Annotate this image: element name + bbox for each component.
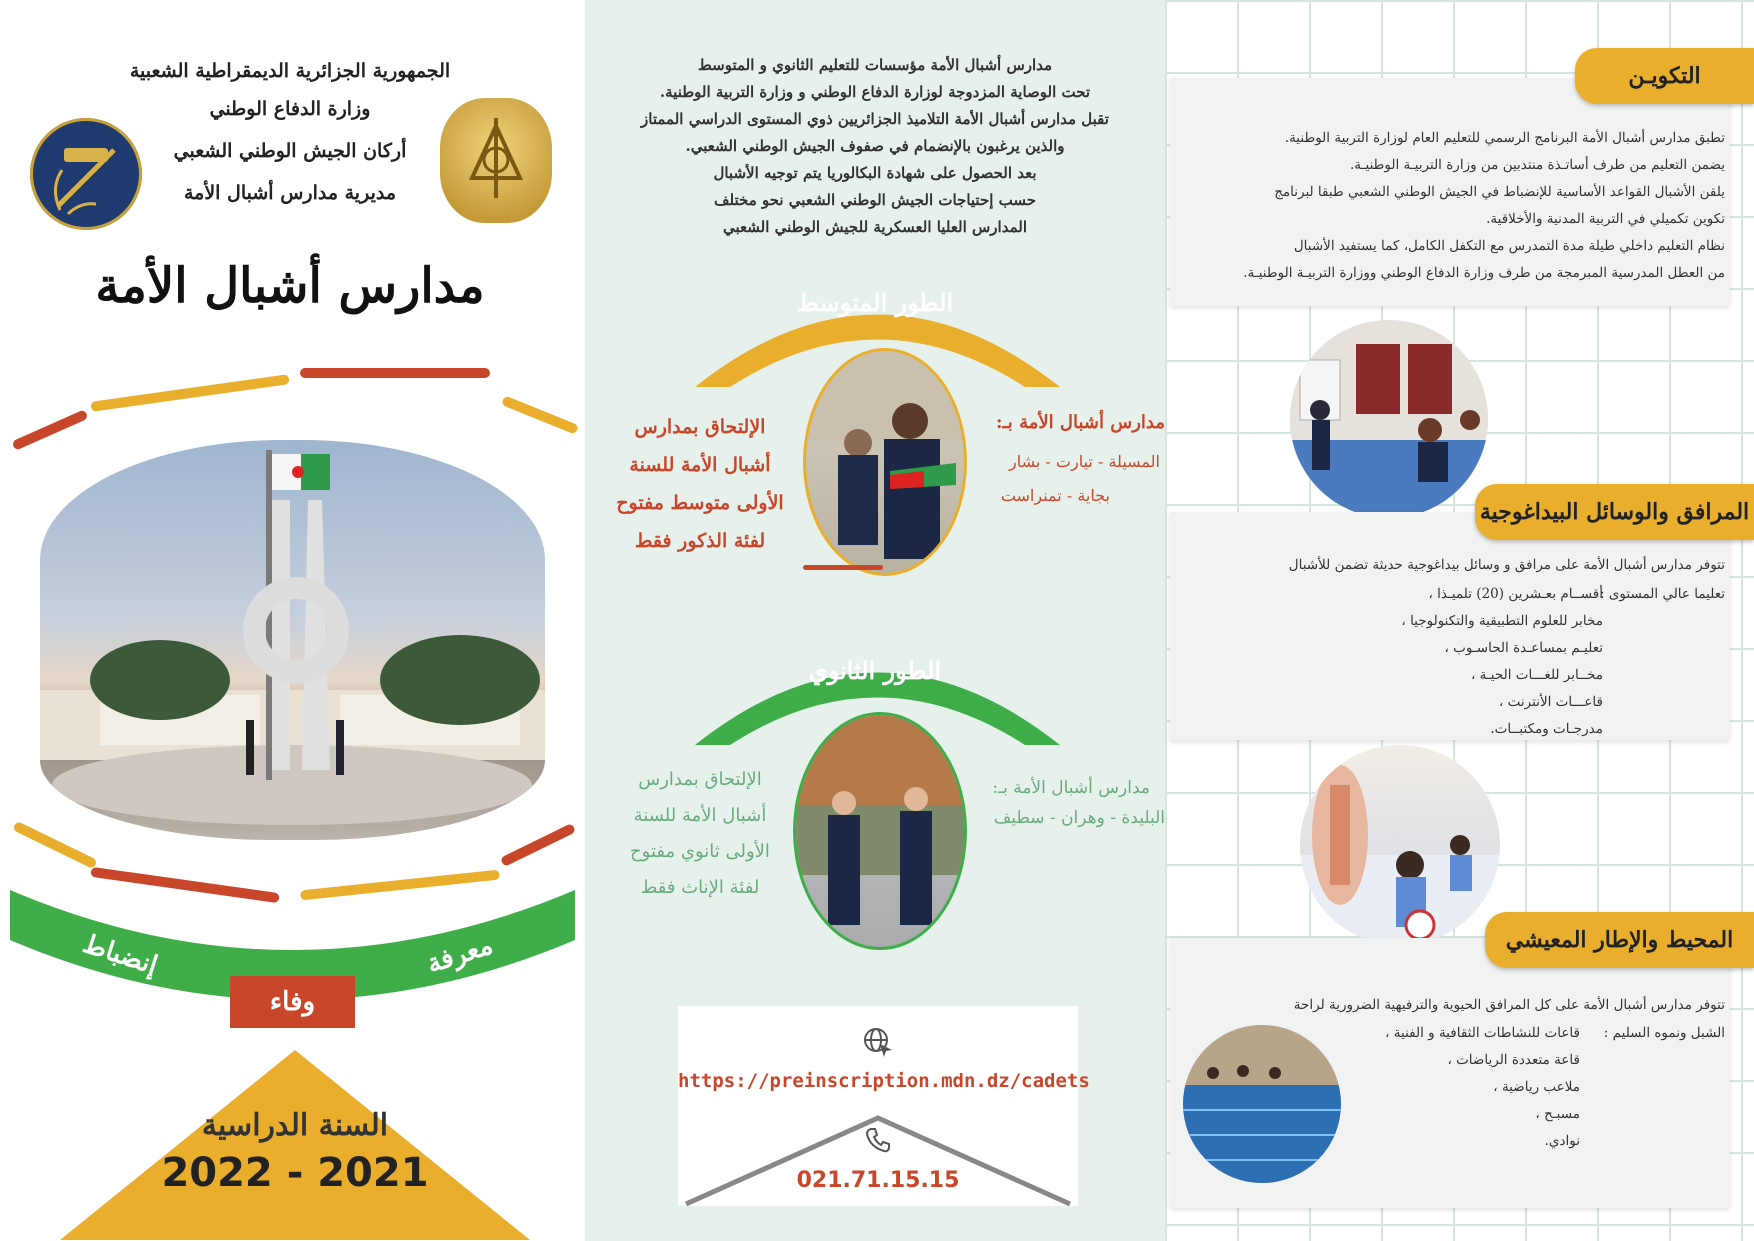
intro-text	[605, 52, 1145, 241]
army-staff-name: أركان الجيش الوطني الشعبي	[173, 140, 407, 162]
training-line: يضمن التعليم من طرف أساتـذة منتدبين من وزارة التربيـة الوطنيـة.	[1350, 157, 1725, 173]
intro-line: حسب إحتياجات الجيش الوطني الشعبي نحو مختلف	[714, 191, 1036, 209]
middle-admission-line: أشبال الأمة للسنة	[629, 454, 771, 476]
registration-link[interactable]: https://preinscription.mdn.dz/cadets	[678, 1070, 1090, 1092]
training-tab	[1575, 48, 1754, 104]
value-knowledge: معرفة	[423, 930, 497, 980]
cadets-emblem-icon	[30, 118, 142, 230]
environment-item: نوادي.	[1544, 1133, 1580, 1149]
ministry-name: وزارة الدفاع الوطني	[209, 98, 371, 120]
environment-title: المحيط والإطار المعيشي	[1505, 927, 1734, 953]
middle-stage-photo	[803, 348, 967, 576]
arc-segment-orange	[90, 374, 289, 412]
phone-icon	[864, 1126, 892, 1154]
secondary-admission-line: الإلتحاق بمدارس	[638, 769, 762, 790]
facility-item: تعليـم بمساعـدة الحاسـوب ،	[1444, 640, 1603, 656]
training-text	[1185, 125, 1725, 287]
info-panel	[1165, 0, 1754, 1241]
secondary-stage-photo	[793, 712, 967, 950]
training-title: التكويـن	[1628, 63, 1701, 89]
phone-number[interactable]: 021.71.15.15	[796, 1168, 960, 1193]
secondary-schools-line1: البليدة - وهران - سطيف	[993, 808, 1165, 828]
middle-admission-line: لفئة الذكور فقط	[634, 530, 766, 552]
intro-line: بعد الحصول على شهادة البكالوريا يتم توجيه الأشبال	[713, 164, 1037, 182]
intro-line: تحت الوصاية المزدوجة لوزارة الدفاع الوطني و وزارة التربية الوطنية.	[659, 83, 1091, 101]
year-triangle	[60, 1050, 530, 1240]
intro-line: تقبل مدارس أشبال الأمة التلاميذ الجزائريين ذوي المستوى الدراسي الممتاز	[641, 110, 1109, 128]
arc-segment-orange-right	[501, 395, 579, 434]
facility-item: مدرجـات ومكتبــات.	[1490, 721, 1603, 737]
environment-item: قاعة متعددة الرياضات ،	[1447, 1052, 1580, 1068]
facilities-tab	[1475, 484, 1754, 540]
value-loyalty: وفاء	[230, 976, 355, 1028]
army-emblem-icon	[440, 98, 552, 223]
intro-line: والذين يرغبون بالإنضمام في صفوف الجيش الوطني الشعبي.	[685, 137, 1065, 155]
environment-tab	[1485, 912, 1754, 968]
stages-panel	[585, 0, 1165, 1241]
middle-stage-title: الطور المتوسط	[796, 288, 954, 317]
value-discipline: إنضباط	[78, 928, 162, 982]
secondary-admission-line: أشبال الأمة للسنة	[633, 805, 767, 826]
environment-item: ملاعب رياضية ،	[1493, 1079, 1580, 1095]
training-line: تطبق مدارس أشبال الأمة البرنامج الرسمي للتعليم العام لوزارة التربية الوطنية.	[1284, 130, 1725, 146]
facilities-title: المرافق والوسائل البيداغوجية	[1479, 499, 1750, 525]
cover-panel	[0, 0, 585, 1241]
facilities-intro2: تعليما عالي المستوى :	[1599, 586, 1725, 602]
middle-admission	[605, 408, 795, 560]
facility-item: قاعـــات الأنترنت ،	[1499, 694, 1603, 710]
training-line: يلقن الأشبال القواعد الأساسية للإنضباط في الجيش الوطني الشعبي طبقا لبرنامج	[1274, 184, 1725, 200]
environment-intro2: الشبل ونموه السليم :	[1603, 1025, 1725, 1041]
intro-line: المدارس العليا العسكرية للجيش الوطني الشعبي	[723, 218, 1027, 236]
academic-year: 2022 - 2021	[161, 1150, 429, 1196]
secondary-admission-line: لفئة الإناث فقط	[640, 877, 760, 898]
republic-name: الجمهورية الجزائرية الديمقراطية الشعبية	[129, 60, 451, 82]
directorate-name: مديرية مدارس أشبال الأمة	[183, 182, 397, 204]
secondary-schools-label: مدارس أشبال الأمة بـ:	[992, 778, 1150, 798]
environment-item: مسبـح ،	[1535, 1106, 1580, 1122]
arc-segment-red	[300, 368, 490, 378]
environment-intro1: تتوفر مدارس أشبال الأمة على كل المرافق الحيوية والترفيهية الضرورية لراحة	[1293, 997, 1725, 1013]
laboratory-photo	[1300, 745, 1500, 945]
secondary-admission-line: الأولى ثانوي مفتوح	[630, 841, 770, 862]
contact-card	[678, 1006, 1090, 1206]
facility-item: مخــابر للغـــات الحيـة ،	[1470, 667, 1603, 683]
photo-underline	[803, 565, 883, 570]
secondary-stage-title: الطور الثانوي	[808, 656, 942, 685]
middle-admission-line: الإلتحاق بمدارس	[634, 416, 766, 438]
cover-title: مدارس أشبال الأمة	[95, 258, 485, 314]
facility-item: مخابر للعلوم التطبيقية والتكنولوجيا ،	[1401, 613, 1603, 629]
classroom-photo	[1290, 320, 1488, 518]
year-label: السنة الدراسية	[201, 1108, 389, 1143]
environment-list	[1325, 1020, 1580, 1155]
monument-photo	[40, 440, 545, 840]
middle-schools-line1: المسيلة - تيارت - بشار	[1009, 452, 1160, 471]
secondary-admission	[605, 762, 795, 906]
facilities-intro1: تتوفر مدارس أشبال الأمة على مرافق و وسائل بيداغوجية حديثة تضمن للأشبال	[1288, 557, 1725, 573]
environment-item: قاعات للنشاطات الثقافية و الفنية ،	[1385, 1025, 1580, 1041]
training-line: تكوين تكميلي في التربية المدنية والأخلاقية.	[1486, 211, 1725, 227]
pool-photo	[1183, 1025, 1341, 1183]
intro-line: مدارس أشبال الأمة مؤسسات للتعليم الثانوي و المتوسط	[697, 56, 1053, 74]
middle-admission-line: الأولى متوسط مفتوح	[616, 492, 784, 514]
training-line: من العطل المدرسية المبرمجة من طرف وزارة الدفاع الوطني ووزارة التربيـة الوطنيـة.	[1243, 265, 1725, 281]
arc-segment-red-left	[11, 409, 88, 451]
facility-item: أقســام بعـشرين (20) تلميـذا ،	[1428, 586, 1603, 602]
globe-cursor-icon	[862, 1026, 894, 1058]
facilities-list	[1225, 581, 1603, 743]
training-line: نظام التعليم داخلي طيلة مدة التمدرس مع التكفل الكامل، كما يستفيد الأشبال	[1293, 238, 1725, 254]
middle-schools-label: مدارس أشبال الأمة بـ:	[995, 412, 1165, 433]
middle-schools-line2: بجاية - تمنراست	[1000, 486, 1110, 505]
